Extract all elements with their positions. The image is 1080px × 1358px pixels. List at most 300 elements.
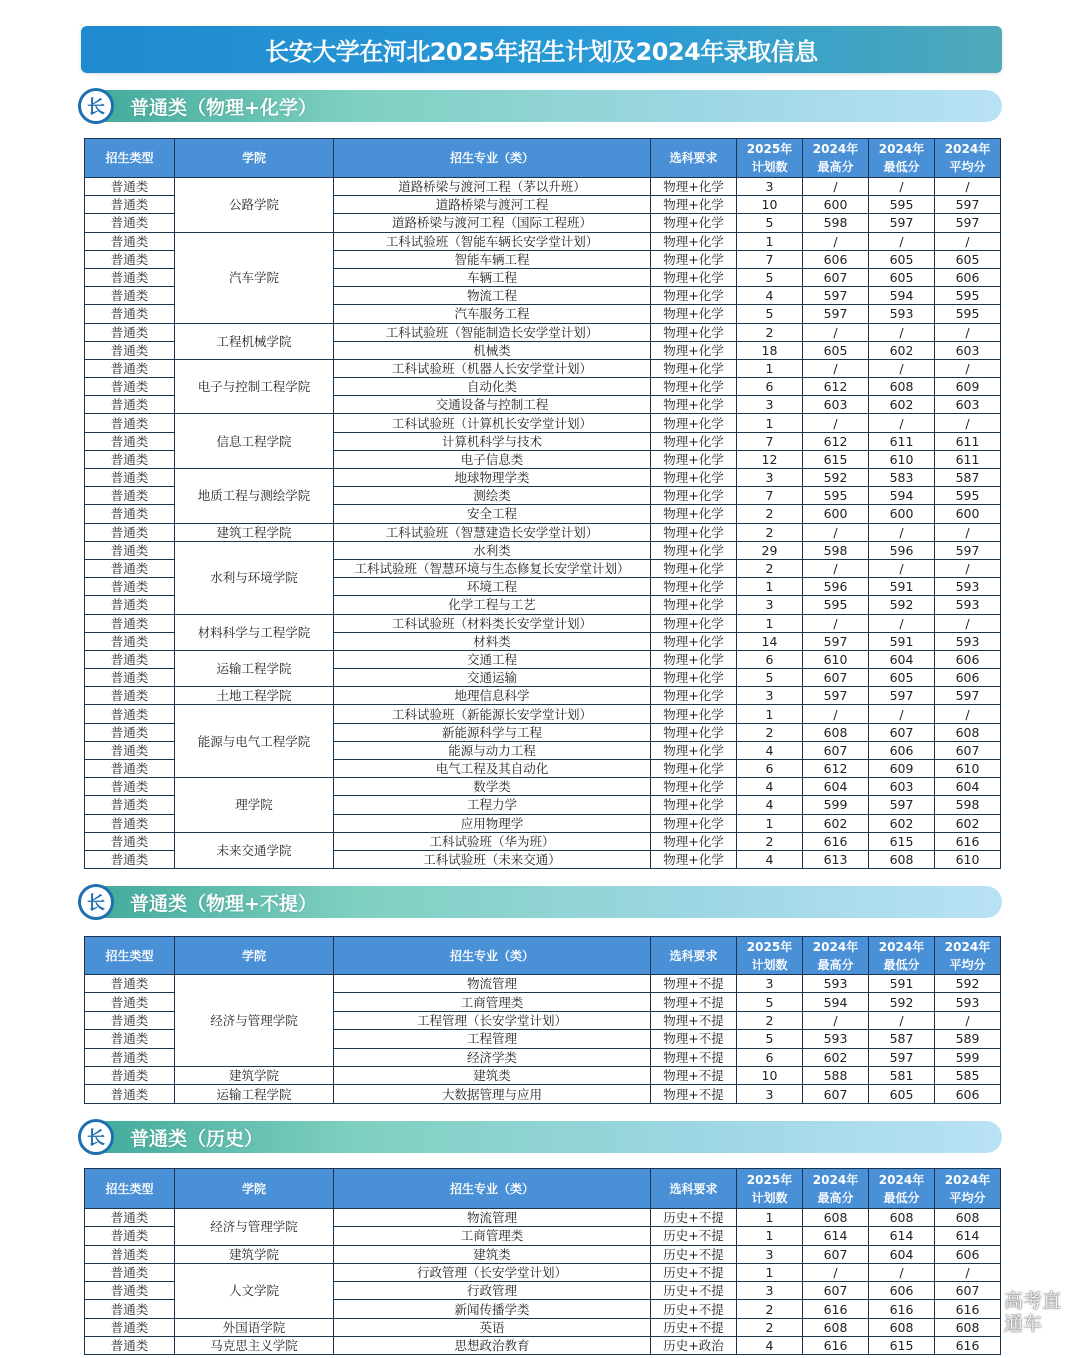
avg-2024-cell: 595 [935, 287, 1001, 305]
plan-2025-cell: 4 [737, 741, 803, 759]
avg-2024-cell: 606 [935, 1085, 1001, 1103]
avg-2024-cell: 611 [935, 432, 1001, 450]
avg-2024-cell: 609 [935, 378, 1001, 396]
min-2024-cell: / [869, 559, 935, 577]
avg-2024-cell: 597 [935, 214, 1001, 232]
column-header [803, 937, 869, 975]
max-2024-cell: 595 [803, 596, 869, 614]
subject-cell: 物理+化学 [651, 778, 737, 796]
min-2024-cell: 581 [869, 1066, 935, 1084]
plan-2025-cell: 1 [737, 705, 803, 723]
university-logo-icon: 长 [78, 88, 114, 124]
min-2024-cell: 605 [869, 669, 935, 687]
type-cell: 普通类 [85, 287, 175, 305]
max-2024-cell: 605 [803, 341, 869, 359]
min-2024-cell: 597 [869, 1048, 935, 1066]
min-2024-cell: 608 [869, 1318, 935, 1336]
avg-2024-cell: 593 [935, 993, 1001, 1011]
type-cell: 普通类 [85, 814, 175, 832]
max-2024-cell: 602 [803, 814, 869, 832]
plan-2025-cell: 3 [737, 1245, 803, 1263]
column-header-line: 平均分 [949, 1190, 986, 1205]
header-row [85, 1169, 1001, 1209]
plan-2025-cell: 6 [737, 760, 803, 778]
avg-2024-cell: 585 [935, 1066, 1001, 1084]
avg-2024-cell: 606 [935, 669, 1001, 687]
avg-2024-cell: / [935, 414, 1001, 432]
subject-cell: 历史+不提 [651, 1245, 737, 1263]
min-2024-cell: 608 [869, 850, 935, 868]
college-cell: 建筑学院 [175, 1066, 334, 1084]
subject-cell: 物理+化学 [651, 850, 737, 868]
major-cell: 环境工程 [334, 578, 651, 596]
min-2024-cell: 587 [869, 1030, 935, 1048]
subject-cell: 物理+化学 [651, 178, 737, 196]
plan-2025-cell: 3 [737, 687, 803, 705]
major-cell: 工科试验班（智慧环境与生态修复长安学堂计划） [334, 559, 651, 577]
avg-2024-cell: 589 [935, 1030, 1001, 1048]
subject-cell: 物理+化学 [651, 760, 737, 778]
avg-2024-cell: 606 [935, 268, 1001, 286]
plan-2025-cell: 5 [737, 268, 803, 286]
column-header-line: 2024年 [878, 142, 925, 156]
college-cell: 马克思主义学院 [175, 1337, 334, 1355]
type-cell: 普通类 [85, 178, 175, 196]
avg-2024-cell: / [935, 559, 1001, 577]
plan-2025-cell: 5 [737, 669, 803, 687]
major-cell: 地理信息科学 [334, 687, 651, 705]
max-2024-cell: / [803, 323, 869, 341]
major-cell: 机械类 [334, 341, 651, 359]
max-2024-cell: 592 [803, 469, 869, 487]
min-2024-cell: / [869, 1263, 935, 1281]
min-2024-cell: / [869, 1011, 935, 1029]
column-header: 招生类型 [85, 937, 175, 975]
max-2024-cell: 597 [803, 287, 869, 305]
major-cell: 工商管理类 [334, 993, 651, 1011]
max-2024-cell: / [803, 232, 869, 250]
type-cell: 普通类 [85, 359, 175, 377]
max-2024-cell: 610 [803, 650, 869, 668]
subject-cell: 物理+化学 [651, 596, 737, 614]
plan-2025-cell: 1 [737, 578, 803, 596]
avg-2024-cell: / [935, 359, 1001, 377]
min-2024-cell: / [869, 323, 935, 341]
college-cell: 公路学院 [175, 178, 334, 233]
header-row [85, 139, 1001, 178]
avg-2024-cell: 604 [935, 778, 1001, 796]
max-2024-cell: / [803, 523, 869, 541]
type-cell: 普通类 [85, 778, 175, 796]
subject-cell: 物理+不提 [651, 1030, 737, 1048]
plan-2025-cell: 1 [737, 414, 803, 432]
avg-2024-cell: 593 [935, 578, 1001, 596]
major-cell: 思想政治教育 [334, 1337, 651, 1355]
major-cell: 安全工程 [334, 505, 651, 523]
subject-cell: 物理+化学 [651, 450, 737, 468]
plan-2025-cell: 4 [737, 1337, 803, 1355]
subject-cell: 物理+化学 [651, 396, 737, 414]
major-cell: 新闻传播学类 [334, 1300, 651, 1318]
avg-2024-cell: 599 [935, 1048, 1001, 1066]
column-header-line: 计划数 [751, 957, 788, 972]
plan-2025-cell: 4 [737, 778, 803, 796]
column-header-line: 最高分 [817, 160, 854, 174]
subject-cell: 物理+化学 [651, 578, 737, 596]
avg-2024-cell: / [935, 614, 1001, 632]
min-2024-cell: 611 [869, 432, 935, 450]
column-header-line: 2024年 [944, 1172, 991, 1187]
major-cell: 物流工程 [334, 287, 651, 305]
type-cell: 普通类 [85, 1030, 175, 1048]
min-2024-cell: 607 [869, 723, 935, 741]
min-2024-cell: 594 [869, 287, 935, 305]
college-cell: 人文学院 [175, 1263, 334, 1318]
type-cell: 普通类 [85, 1318, 175, 1336]
column-header [935, 1169, 1001, 1209]
min-2024-cell: 610 [869, 450, 935, 468]
avg-2024-cell: 616 [935, 1337, 1001, 1355]
type-cell: 普通类 [85, 232, 175, 250]
major-cell: 水利类 [334, 541, 651, 559]
avg-2024-cell: / [935, 705, 1001, 723]
avg-2024-cell: 600 [935, 505, 1001, 523]
column-header: 招生类型 [85, 139, 175, 178]
subject-cell: 物理+化学 [651, 378, 737, 396]
subject-cell: 物理+化学 [651, 632, 737, 650]
type-cell: 普通类 [85, 578, 175, 596]
university-logo-icon: 长 [78, 1119, 114, 1155]
type-cell: 普通类 [85, 541, 175, 559]
min-2024-cell: 592 [869, 596, 935, 614]
major-cell: 地球物理学类 [334, 469, 651, 487]
type-cell: 普通类 [85, 196, 175, 214]
subject-cell: 物理+不提 [651, 1066, 737, 1084]
plan-2025-cell: 2 [737, 1011, 803, 1029]
max-2024-cell: 604 [803, 778, 869, 796]
column-header [935, 139, 1001, 178]
avg-2024-cell: 608 [935, 723, 1001, 741]
avg-2024-cell: 611 [935, 450, 1001, 468]
min-2024-cell: 602 [869, 814, 935, 832]
subject-cell: 物理+不提 [651, 993, 737, 1011]
subject-cell: 物理+化学 [651, 250, 737, 268]
major-cell: 电气工程及其自动化 [334, 760, 651, 778]
subject-cell: 物理+化学 [651, 323, 737, 341]
plan-2025-cell: 29 [737, 541, 803, 559]
plan-2025-cell: 4 [737, 796, 803, 814]
type-cell: 普通类 [85, 505, 175, 523]
min-2024-cell: / [869, 614, 935, 632]
major-cell: 工科试验班（智慧建造长安学堂计划） [334, 523, 651, 541]
max-2024-cell: / [803, 559, 869, 577]
min-2024-cell: 602 [869, 396, 935, 414]
college-cell: 外国语学院 [175, 1318, 334, 1336]
max-2024-cell: 608 [803, 723, 869, 741]
max-2024-cell: 599 [803, 796, 869, 814]
type-cell: 普通类 [85, 1263, 175, 1281]
plan-2025-cell: 1 [737, 1209, 803, 1227]
avg-2024-cell: 593 [935, 632, 1001, 650]
college-cell: 信息工程学院 [175, 414, 334, 469]
type-cell: 普通类 [85, 687, 175, 705]
major-cell: 新能源科学与工程 [334, 723, 651, 741]
plan-2025-cell: 5 [737, 305, 803, 323]
column-header: 学院 [175, 139, 334, 178]
max-2024-cell: / [803, 359, 869, 377]
column-header-line: 2025年 [746, 1172, 793, 1187]
column-header-line: 最低分 [883, 1190, 920, 1205]
plan-2025-cell: 2 [737, 559, 803, 577]
major-cell: 工科试验班（计算机长安学堂计划） [334, 414, 651, 432]
column-header [935, 937, 1001, 975]
avg-2024-cell: / [935, 323, 1001, 341]
subject-cell: 物理+化学 [651, 814, 737, 832]
avg-2024-cell: 595 [935, 487, 1001, 505]
type-cell: 普通类 [85, 760, 175, 778]
page-title: 长安大学在河北2025年招生计划及2024年录取信息 [81, 26, 1002, 73]
avg-2024-cell: 607 [935, 741, 1001, 759]
max-2024-cell: / [803, 1263, 869, 1281]
column-header-line: 2025年 [746, 142, 793, 156]
plan-2025-cell: 1 [737, 232, 803, 250]
min-2024-cell: 594 [869, 487, 935, 505]
column-header: 招生专业（类） [334, 1169, 651, 1209]
column-header [803, 139, 869, 178]
table-row [85, 1209, 1001, 1227]
type-cell: 普通类 [85, 396, 175, 414]
major-cell: 道路桥梁与渡河工程 [334, 196, 651, 214]
min-2024-cell: 605 [869, 250, 935, 268]
major-cell: 工科试验班（未来交通） [334, 850, 651, 868]
type-cell: 普通类 [85, 414, 175, 432]
min-2024-cell: 596 [869, 541, 935, 559]
min-2024-cell: / [869, 414, 935, 432]
plan-2025-cell: 1 [737, 614, 803, 632]
table-row [85, 178, 1001, 196]
plan-2025-cell: 1 [737, 1263, 803, 1281]
avg-2024-cell: / [935, 1263, 1001, 1281]
watermark: 高考直通车 [1004, 1290, 1062, 1335]
avg-2024-cell: 595 [935, 305, 1001, 323]
column-header: 学院 [175, 1169, 334, 1209]
subject-cell: 历史+不提 [651, 1209, 737, 1227]
min-2024-cell: 604 [869, 650, 935, 668]
type-cell: 普通类 [85, 323, 175, 341]
college-cell: 经济与管理学院 [175, 975, 334, 1067]
max-2024-cell: 598 [803, 541, 869, 559]
major-cell: 化学工程与工艺 [334, 596, 651, 614]
min-2024-cell: / [869, 523, 935, 541]
subject-cell: 物理+化学 [651, 614, 737, 632]
plan-2025-cell: 4 [737, 850, 803, 868]
plan-2025-cell: 6 [737, 378, 803, 396]
max-2024-cell: 613 [803, 850, 869, 868]
table-row [85, 359, 1001, 377]
plan-2025-cell: 7 [737, 250, 803, 268]
max-2024-cell: 607 [803, 741, 869, 759]
type-cell: 普通类 [85, 523, 175, 541]
plan-2025-cell: 10 [737, 1066, 803, 1084]
type-cell: 普通类 [85, 1282, 175, 1300]
college-cell: 电子与控制工程学院 [175, 359, 334, 414]
table-row [85, 614, 1001, 632]
column-header-line: 2024年 [944, 939, 991, 954]
major-cell: 大数据管理与应用 [334, 1085, 651, 1103]
min-2024-cell: 605 [869, 268, 935, 286]
column-header-line: 2024年 [944, 142, 991, 156]
avg-2024-cell: 606 [935, 650, 1001, 668]
plan-2025-cell: 12 [737, 450, 803, 468]
avg-2024-cell: 608 [935, 1318, 1001, 1336]
min-2024-cell: 591 [869, 578, 935, 596]
major-cell: 工程管理（长安学堂计划） [334, 1011, 651, 1029]
subject-cell: 历史+政治 [651, 1337, 737, 1355]
subject-cell: 物理+化学 [651, 650, 737, 668]
major-cell: 行政管理（长安学堂计划） [334, 1263, 651, 1281]
min-2024-cell: 606 [869, 1282, 935, 1300]
min-2024-cell: 605 [869, 1085, 935, 1103]
table-row [85, 1245, 1001, 1263]
avg-2024-cell: 598 [935, 796, 1001, 814]
type-cell: 普通类 [85, 1245, 175, 1263]
major-cell: 应用物理学 [334, 814, 651, 832]
max-2024-cell: 597 [803, 687, 869, 705]
type-cell: 普通类 [85, 975, 175, 993]
min-2024-cell: / [869, 232, 935, 250]
table-row [85, 1318, 1001, 1336]
max-2024-cell: 588 [803, 1066, 869, 1084]
plan-2025-cell: 2 [737, 323, 803, 341]
major-cell: 工科试验班（华为班） [334, 832, 651, 850]
max-2024-cell: / [803, 705, 869, 723]
min-2024-cell: / [869, 705, 935, 723]
column-header-line: 计划数 [751, 1190, 788, 1205]
major-cell: 测绘类 [334, 487, 651, 505]
plan-2025-cell: 1 [737, 1227, 803, 1245]
avg-2024-cell: 602 [935, 814, 1001, 832]
min-2024-cell: 602 [869, 341, 935, 359]
major-cell: 工程力学 [334, 796, 651, 814]
plan-2025-cell: 3 [737, 1085, 803, 1103]
avg-2024-cell: 603 [935, 396, 1001, 414]
max-2024-cell: 607 [803, 1245, 869, 1263]
admission-table-physics-any [84, 936, 1001, 1104]
table-row [85, 1263, 1001, 1281]
plan-2025-cell: 10 [737, 196, 803, 214]
admission-table-history [84, 1168, 1001, 1355]
major-cell: 工科试验班（机器人长安学堂计划） [334, 359, 651, 377]
min-2024-cell: 603 [869, 778, 935, 796]
section-title: 普通类（历史） [130, 1127, 264, 1150]
major-cell: 英语 [334, 1318, 651, 1336]
subject-cell: 物理+化学 [651, 196, 737, 214]
major-cell: 工科试验班（智能制造长安学堂计划） [334, 323, 651, 341]
column-header-line: 最高分 [817, 1190, 854, 1205]
column-header-line: 平均分 [949, 160, 986, 174]
plan-2025-cell: 3 [737, 975, 803, 993]
subject-cell: 历史+不提 [651, 1227, 737, 1245]
plan-2025-cell: 18 [737, 341, 803, 359]
column-header [737, 139, 803, 178]
subject-cell: 历史+不提 [651, 1282, 737, 1300]
avg-2024-cell: 616 [935, 832, 1001, 850]
major-cell: 建筑类 [334, 1066, 651, 1084]
type-cell: 普通类 [85, 723, 175, 741]
major-cell: 物流管理 [334, 975, 651, 993]
plan-2025-cell: 5 [737, 1030, 803, 1048]
section-header-history [80, 1121, 1002, 1153]
major-cell: 行政管理 [334, 1282, 651, 1300]
avg-2024-cell: 597 [935, 541, 1001, 559]
min-2024-cell: 609 [869, 760, 935, 778]
min-2024-cell: / [869, 178, 935, 196]
major-cell: 交通设备与控制工程 [334, 396, 651, 414]
type-cell: 普通类 [85, 850, 175, 868]
section-title: 普通类（物理+化学） [130, 96, 317, 119]
column-header-line: 最低分 [883, 957, 920, 972]
type-cell: 普通类 [85, 1227, 175, 1245]
min-2024-cell: 595 [869, 196, 935, 214]
college-cell: 汽车学院 [175, 232, 334, 323]
plan-2025-cell: 3 [737, 596, 803, 614]
major-cell: 电子信息类 [334, 450, 651, 468]
major-cell: 交通运输 [334, 669, 651, 687]
avg-2024-cell: 592 [935, 975, 1001, 993]
plan-2025-cell: 3 [737, 178, 803, 196]
college-cell: 水利与环境学院 [175, 541, 334, 614]
subject-cell: 物理+化学 [651, 741, 737, 759]
subject-cell: 历史+不提 [651, 1318, 737, 1336]
column-header [803, 1169, 869, 1209]
min-2024-cell: 600 [869, 505, 935, 523]
college-cell: 建筑学院 [175, 1245, 334, 1263]
avg-2024-cell: / [935, 1011, 1001, 1029]
avg-2024-cell: 610 [935, 760, 1001, 778]
max-2024-cell: 606 [803, 250, 869, 268]
admission-table-physics-chemistry [84, 138, 1001, 869]
min-2024-cell: / [869, 359, 935, 377]
avg-2024-cell: 610 [935, 850, 1001, 868]
max-2024-cell: 614 [803, 1227, 869, 1245]
type-cell: 普通类 [85, 250, 175, 268]
max-2024-cell: 600 [803, 196, 869, 214]
table-row [85, 541, 1001, 559]
college-cell: 地质工程与测绘学院 [175, 469, 334, 524]
table-row [85, 323, 1001, 341]
type-cell: 普通类 [85, 632, 175, 650]
column-header-line: 2025年 [746, 939, 793, 954]
max-2024-cell: 594 [803, 993, 869, 1011]
avg-2024-cell: 608 [935, 1209, 1001, 1227]
subject-cell: 物理+化学 [651, 432, 737, 450]
min-2024-cell: 616 [869, 1300, 935, 1318]
subject-cell: 物理+化学 [651, 523, 737, 541]
avg-2024-cell: / [935, 178, 1001, 196]
column-header-line: 2024年 [878, 939, 925, 954]
column-header-line: 最高分 [817, 957, 854, 972]
subject-cell: 物理+化学 [651, 232, 737, 250]
min-2024-cell: 591 [869, 632, 935, 650]
subject-cell: 物理+化学 [651, 705, 737, 723]
column-header-line: 最低分 [883, 160, 920, 174]
type-cell: 普通类 [85, 432, 175, 450]
column-header-line: 计划数 [751, 160, 788, 174]
column-header [737, 937, 803, 975]
min-2024-cell: 593 [869, 305, 935, 323]
max-2024-cell: 595 [803, 487, 869, 505]
avg-2024-cell: 614 [935, 1227, 1001, 1245]
